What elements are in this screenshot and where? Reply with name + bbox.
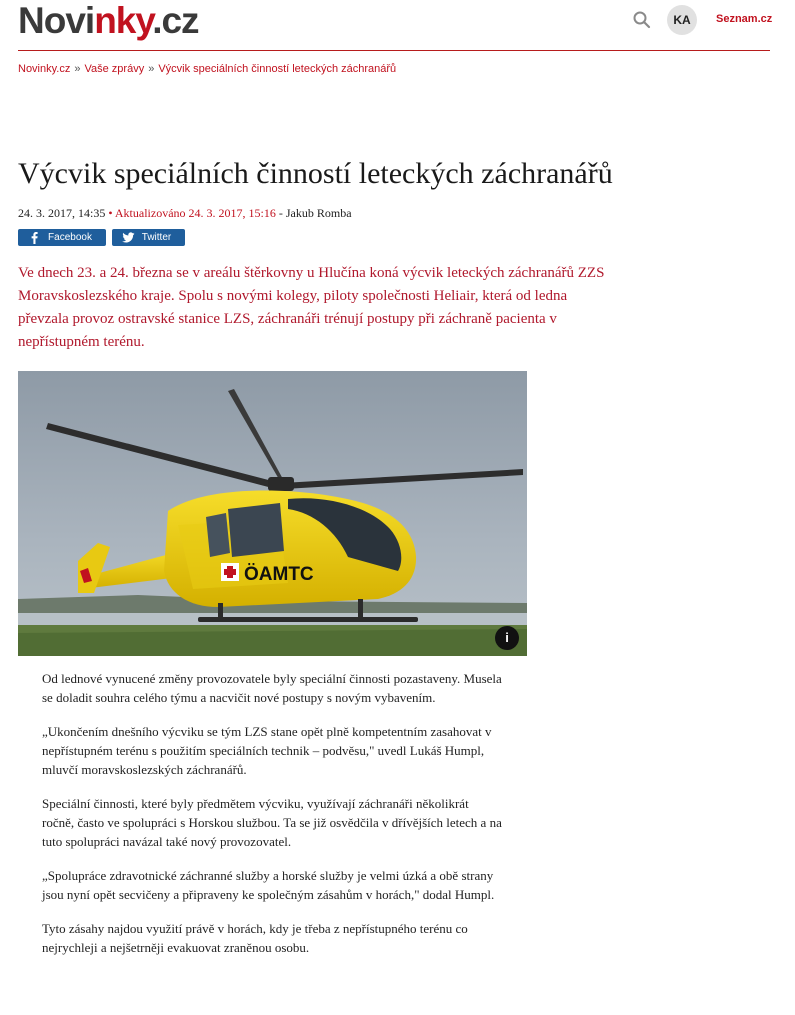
logo-domain-text: .cz — [152, 0, 199, 41]
breadcrumb — [18, 63, 396, 75]
share-facebook-button[interactable] — [18, 229, 106, 246]
share-twitter-label: Twitter — [141, 232, 172, 243]
user-avatar[interactable]: KA — [667, 5, 697, 35]
article-paragraph: Od lednové vynucené změny provozovatele byly speciální činnosti pozastaveny. Musela se doladit souhra celého týmu a nacvičit nové postupy s novým vybavením. — [42, 671, 502, 705]
breadcrumb-separator: » — [148, 63, 155, 75]
article-paragraph: Tyto zásahy najdou využití právě v horách, kdy je třeba z nepřístupného terénu co nejrychleji a nejšetrněji evakuovat zraněnou osobu. — [42, 921, 468, 955]
breadcrumb-item-section[interactable]: Vaše zprávy — [84, 63, 145, 75]
article-body — [42, 669, 502, 972]
breadcrumb-item-home[interactable]: Novinky.cz — [18, 63, 71, 75]
share-twitter-button[interactable] — [112, 229, 185, 246]
helicopter-photo — [18, 371, 527, 656]
breadcrumb-separator: » — [74, 63, 81, 75]
logo-text: Novi — [18, 0, 95, 41]
helicopter-logo-text: ÖAMTC — [244, 564, 314, 585]
article-photo[interactable] — [18, 371, 527, 656]
article-paragraph: „Spolupráce zdravotnické záchranné služby a horské služby je velmi úzká a obě strany jsou nyní opět secvičeny a připraveny ke společným zásahům v horách," dodal Humpl. — [42, 868, 495, 902]
article-perex: Ve dnech 23. a 24. března se v areálu štěrkovny u Hlučína koná výcvik leteckých záchranářů ZZS Moravskoslezského kraje. Spolu s novými kolegy, piloty společnosti Heliair, která od ledna převzala provoz ostravské stanice LZS, záchranáři trénují postupy při záchraně pacienta v nepřístupném terénu. — [18, 265, 605, 350]
article-title: Výcvik speciálních činností leteckých záchranářů — [18, 157, 613, 190]
article-meta — [18, 206, 352, 221]
photo-info-button[interactable]: i — [495, 626, 519, 650]
novinky-logo[interactable] — [18, 0, 199, 42]
author-name: - Jakub Romba — [275, 206, 352, 220]
search-icon[interactable] — [632, 10, 652, 30]
breadcrumb-item-current[interactable]: Výcvik speciálních činností leteckých záchranářů — [158, 63, 397, 75]
article-paragraph: Speciální činnosti, které byly předmětem výcviku, využívají záchranáři několikrát ročně, často ve spolupráci s Horskou službou. Ta se již osvědčila v dřívějších letech a na tuto spolupráci navázal také nový provozovatel. — [42, 796, 502, 849]
share-facebook-label: Facebook — [48, 232, 92, 243]
seznam-link[interactable]: Seznam.cz — [716, 13, 773, 25]
article-paragraph: „Ukončením dnešního výcviku se tým LZS stane opět plně kompetentním zasahovat v nepřístupném terénu s použitím speciálních technik – podvěsu," uvedl Lukáš Humpl, mluvčí moravskoslezských záchranářů. — [42, 724, 492, 777]
published-date: 24. 3. 2017, 14:35 — [18, 206, 106, 220]
header-divider — [18, 50, 770, 51]
logo-accent-text: nky — [94, 0, 153, 41]
updated-date: • Aktualizováno 24. 3. 2017, 15:16 — [108, 206, 276, 220]
